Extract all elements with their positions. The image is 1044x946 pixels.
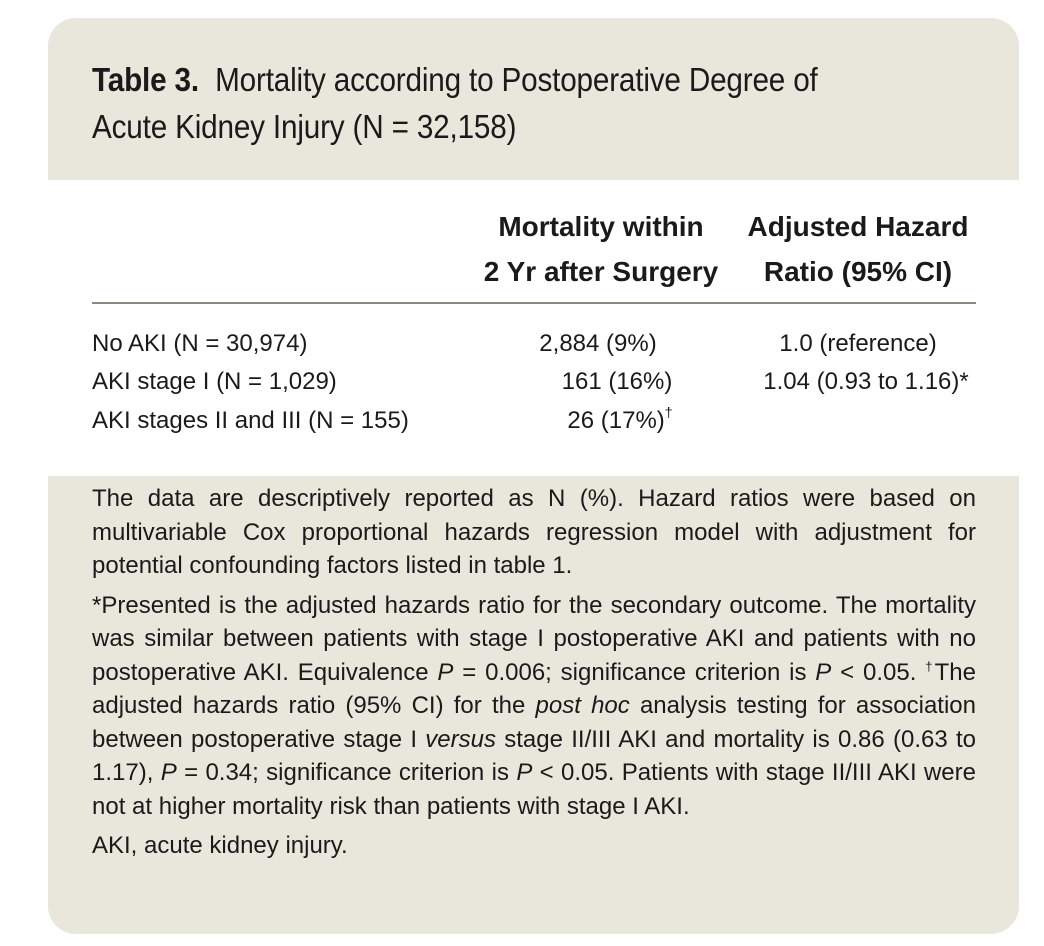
- column-header-mortality: [471, 204, 731, 294]
- note-text: *Presented is the adjusted hazards ratio for the secondary outcome. The mortality was similar between patients with stage I postoperative AKI and patients with no postoperative AKI. Equivalence: [92, 591, 976, 686]
- note-text: < 0.05. Patients with stage II/III AKI were not at higher mortality risk than patients with stage I AKI.: [92, 759, 976, 820]
- row-mortality-value: 161 (16%): [561, 368, 673, 395]
- p-symbol: P: [437, 658, 454, 686]
- note-text: stage II/III AKI and mortality is 0.86 (0.63 to 1.17),: [92, 725, 976, 786]
- table-card: [48, 18, 1019, 934]
- row-mortality-value: 26 (17%): [567, 407, 665, 434]
- row-mortality: [507, 364, 727, 400]
- note-descriptive: The data are descriptively reported as N (%). Hazard ratios were based on multivariable Cox proportional hazards regression model with adjustment for potential confounding factors listed in table 1.: [92, 485, 976, 579]
- table-label: Table 3.: [92, 61, 199, 98]
- row-hazard-ratio: 1.04 (0.93 to 1.16)*: [763, 368, 969, 395]
- italic-versus: versus: [425, 725, 496, 753]
- table-row: [48, 403, 1019, 439]
- dagger-footnote-mark: †: [664, 404, 673, 420]
- table-row: [48, 326, 1019, 362]
- row-mortality: [488, 326, 708, 362]
- row-label: AKI stages II and III (N = 155): [92, 407, 409, 434]
- title-line-2: Acute Kidney Injury (N = 32,158): [92, 108, 517, 145]
- column-header-mortality-line-2: 2 Yr after Surgery: [483, 256, 719, 287]
- table-title: [92, 56, 884, 150]
- note-text: < 0.05.: [831, 658, 926, 686]
- p-symbol: P: [815, 658, 832, 686]
- title-line-1: Mortality according to Postoperative Degree of: [215, 61, 818, 98]
- header-rule: [92, 302, 976, 304]
- table-notes: [92, 482, 976, 869]
- row-label: No AKI (N = 30,974): [92, 330, 308, 357]
- row-mortality-value: 2,884 (9%): [539, 330, 657, 357]
- note-text: = 0.34; significance criterion is: [176, 759, 517, 786]
- italic-post-hoc: post hoc: [535, 692, 630, 719]
- column-header-hazard-ratio: [738, 204, 978, 294]
- p-symbol: P: [516, 759, 533, 786]
- table-row: [48, 364, 1019, 400]
- p-symbol: P: [160, 759, 177, 786]
- row-label: AKI stage I (N = 1,029): [92, 368, 337, 395]
- note-text: = 0.006; significance criterion is: [453, 658, 816, 686]
- dagger-mark: †: [925, 658, 935, 674]
- note-text: The adjusted hazards ratio (95% CI) for the: [92, 658, 976, 719]
- note-abbreviations: AKI, acute kidney injury.: [92, 832, 348, 859]
- column-header-hazard-line-1: Adjusted Hazard: [747, 211, 969, 242]
- note-footnotes: [92, 589, 976, 824]
- row-mortality: [510, 403, 730, 439]
- note-text: analysis testing for association between postoperative stage I: [92, 692, 977, 753]
- column-header-mortality-line-1: Mortality within: [498, 211, 704, 242]
- row-hazard-ratio: 1.0 (reference): [779, 330, 937, 357]
- column-header-hazard-line-2: Ratio (95% CI): [763, 256, 953, 287]
